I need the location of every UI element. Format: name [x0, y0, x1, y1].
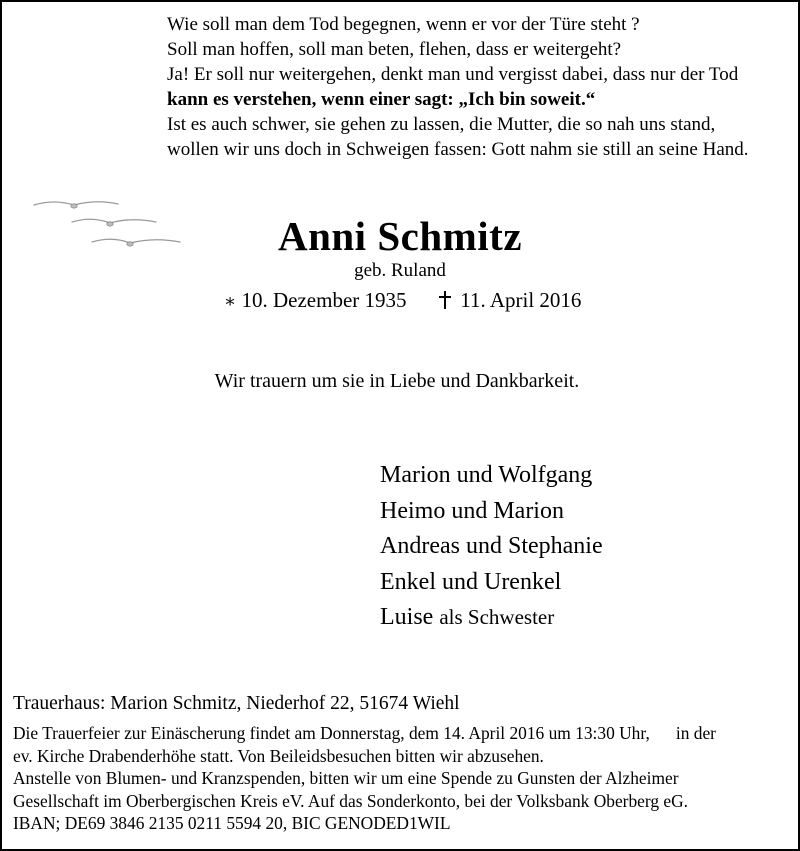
birth-star-icon: ∗	[224, 291, 237, 311]
mourning-house-address: Trauerhaus: Marion Schmitz, Niederhof 22, 51674 Wiehl	[13, 693, 460, 714]
poem-line: Soll man hoffen, soll man beten, flehen, dass er weitergeht?	[167, 39, 622, 60]
family-line: Marion und Wolfgang	[380, 462, 593, 488]
family-line: Heimo und Marion	[380, 497, 564, 524]
notice-line: ev. Kirche Drabenderhöhe statt. Von Beileidsbesuchen bitten wir abzusehen.	[13, 745, 544, 766]
notice-line: Die Trauerfeier zur Einäscherung findet am Donnerstag, dem 14. April 2016 um 13:30 Uhr, in der	[13, 723, 716, 743]
notice-line: Anstelle von Blumen- und Kranzspenden, bitten wir um eine Spende zu Gunsten der Alzheimer	[13, 768, 679, 788]
poem-line: Ja! Er soll nur weitergehen, denkt man und vergisst dabei, dass nur der Tod	[167, 64, 739, 85]
sister-role: als Schwester	[439, 605, 555, 629]
family-list	[380, 458, 603, 636]
poem-line: Wie soll man dem Tod begegnen, wenn er vor der Türe steht ?	[167, 14, 640, 35]
deceased-name: Anni Schmitz	[277, 213, 523, 259]
family-line: Enkel und Urenkel	[380, 568, 562, 595]
poem	[167, 12, 749, 162]
notice-line: Gesellschaft im Oberbergischen Kreis eV. Auf das Sonderkonto, bei der Volksbank Oberberg eG.	[13, 790, 689, 811]
notice-line: IBAN; DE69 3846 2135 0211 5594 20, BIC GENODED1WIL	[13, 813, 451, 833]
life-dates	[224, 288, 581, 313]
cross-icon	[439, 291, 451, 309]
sister-name: Luise	[380, 604, 434, 630]
poem-line: Ist es auch schwer, sie gehen zu lassen, die Mutter, die so nah uns stand,	[167, 114, 716, 135]
poem-line: kann es verstehen, wenn einer sagt: „Ich bin soweit.“	[167, 89, 596, 110]
poem-line: wollen wir uns doch in Schweigen fassen: Gott nahm sie still an seine Hand.	[167, 139, 749, 160]
family-line-sister	[380, 600, 603, 636]
birth-date: 10. Dezember 1935	[241, 288, 407, 312]
family-line: Andreas und Stephanie	[380, 533, 603, 559]
death-date: 11. April 2016	[460, 288, 582, 312]
grief-line: Wir trauern um sie in Liebe und Dankbarkeit.	[214, 370, 580, 392]
maiden-name: geb. Ruland	[354, 260, 446, 281]
funeral-notice	[13, 722, 785, 835]
